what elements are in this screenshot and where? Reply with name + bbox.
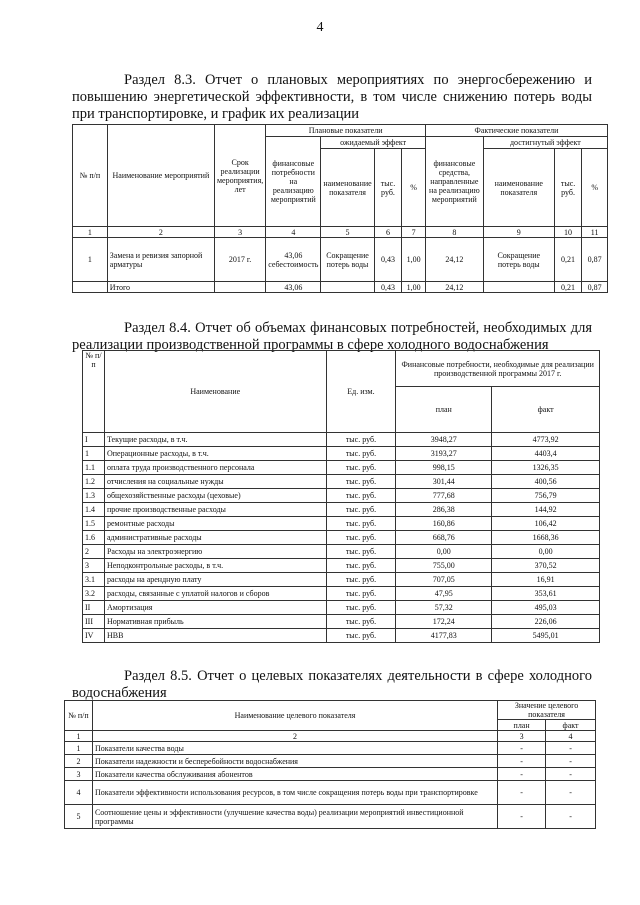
row-unit: тыс. руб.: [326, 601, 396, 615]
row-num: 3.1: [83, 573, 105, 587]
row-term: 2017 г.: [214, 238, 265, 282]
table-row: [83, 433, 600, 447]
total-fin-spent: 24,12: [425, 282, 483, 293]
th-num: № п/п: [83, 351, 105, 433]
colnum: 6: [374, 227, 402, 238]
row-num: 4: [65, 781, 93, 805]
row-fact: 0,00: [492, 545, 600, 559]
table-row: [65, 805, 596, 829]
row-unit: тыс. руб.: [326, 461, 396, 475]
row-unit: тыс. руб.: [326, 503, 396, 517]
row-fact: -: [546, 742, 596, 755]
th-name: Наименование целевого показателя: [92, 701, 497, 731]
row-plan: -: [498, 755, 546, 768]
row-plan: 4177,83: [396, 629, 492, 643]
row-num: 1.2: [83, 475, 105, 489]
row-plan: 998,15: [396, 461, 492, 475]
row-name: Амортизация: [104, 601, 326, 615]
colnum: 8: [425, 227, 483, 238]
th-exp-name: наименование показателя: [321, 149, 374, 227]
total-row: [73, 282, 608, 293]
total-fin: 43,06: [266, 282, 321, 293]
row-num: 1.4: [83, 503, 105, 517]
colnum: 4: [266, 227, 321, 238]
row-plan: 47,95: [396, 587, 492, 601]
row-fact: -: [546, 805, 596, 829]
row-plan: 286,38: [396, 503, 492, 517]
row-unit: тыс. руб.: [326, 447, 396, 461]
th-fact: факт: [546, 720, 596, 731]
row-unit: тыс. руб.: [326, 517, 396, 531]
table-row: [83, 573, 600, 587]
th-expected: ожидаемый эффект: [321, 137, 426, 149]
row-name: Показатели качества обслуживания абонентов: [92, 768, 497, 781]
row-num: 1: [83, 447, 105, 461]
row-unit: тыс. руб.: [326, 615, 396, 629]
row-num: 1.6: [83, 531, 105, 545]
th-plan: план: [498, 720, 546, 731]
th-ach-thous: тыс. руб.: [554, 149, 582, 227]
th-value: Значение целевого показателя: [498, 701, 596, 720]
total-empty: [214, 282, 265, 293]
row-num: 2: [65, 755, 93, 768]
colnum: 1: [73, 227, 108, 238]
th-num: № п/п: [73, 125, 108, 227]
table-row: [83, 587, 600, 601]
th-planned: Плановые показатели: [266, 125, 426, 137]
total-label: Итого: [107, 282, 214, 293]
target-indicators-table: [64, 700, 596, 829]
colnum: 2: [107, 227, 214, 238]
row-name: Операционные расходы, в т.ч.: [104, 447, 326, 461]
row-plan: -: [498, 781, 546, 805]
row-unit: тыс. руб.: [326, 433, 396, 447]
th-fin-spent: финансовые средства, направленные на реализацию мероприятий: [425, 137, 483, 227]
row-plan: 0,00: [396, 545, 492, 559]
row-name: общехозяйственные расходы (цеховые): [104, 489, 326, 503]
row-fact: 1326,35: [492, 461, 600, 475]
row-name: Показатели надежности и бесперебойности водоснабжения: [92, 755, 497, 768]
row-name: Текущие расходы, в т.ч.: [104, 433, 326, 447]
row-num: 1.5: [83, 517, 105, 531]
th-plan: план: [396, 387, 492, 433]
row-plan: -: [498, 768, 546, 781]
section-8-4-title: Раздел 8.4. Отчет об объемах финансовых потребностей, необходимых для реализации производственной программы в сфере холодного водоснабжения: [72, 320, 592, 353]
row-exp-name: Сокращение потерь воды: [321, 238, 374, 282]
th-name: Наименование мероприятий: [107, 125, 214, 227]
row-name: оплата труда производственного персонала: [104, 461, 326, 475]
row-fact: 400,56: [492, 475, 600, 489]
row-plan: 777,68: [396, 489, 492, 503]
th-term: Срок реализации мероприятия, лет: [214, 125, 265, 227]
row-unit: тыс. руб.: [326, 587, 396, 601]
table-row: [83, 461, 600, 475]
total-exp-thous: 0,43: [374, 282, 402, 293]
row-num: IV: [83, 629, 105, 643]
th-ach-name: наименование показателя: [483, 149, 554, 227]
row-plan: 57,32: [396, 601, 492, 615]
table-row: [83, 615, 600, 629]
row-fact: -: [546, 755, 596, 768]
colnum: 5: [321, 227, 374, 238]
th-achieved: достигнутый эффект: [483, 137, 607, 149]
row-num: 3: [83, 559, 105, 573]
table-row: [73, 238, 608, 282]
page-number: 4: [316, 20, 324, 35]
row-name: НВВ: [104, 629, 326, 643]
row-fact: 5495,01: [492, 629, 600, 643]
table-row: [65, 768, 596, 781]
row-unit: тыс. руб.: [326, 489, 396, 503]
table-row: [83, 447, 600, 461]
table-row: [83, 517, 600, 531]
table-row: [65, 781, 596, 805]
row-plan: 172,24: [396, 615, 492, 629]
row-fact: 4403,4: [492, 447, 600, 461]
colnum: 1: [65, 731, 93, 742]
th-exp-thous: тыс. руб.: [374, 149, 402, 227]
row-plan: 3948,27: [396, 433, 492, 447]
colnum: 2: [92, 731, 497, 742]
row-name: Показатели качества воды: [92, 742, 497, 755]
row-name: Показатели эффективности использования ресурсов, в том числе сокращения потерь воды при транспортировке: [92, 781, 497, 805]
row-fact: 106,42: [492, 517, 600, 531]
colnum: 3: [498, 731, 546, 742]
colnum: 9: [483, 227, 554, 238]
row-ach-pct: 0,87: [582, 238, 608, 282]
th-fact: факт: [492, 387, 600, 433]
table-row: [65, 742, 596, 755]
row-fact: -: [546, 768, 596, 781]
row-fact: 4773,92: [492, 433, 600, 447]
section-8-5-title: Раздел 8.5. Отчет о целевых показателях деятельности в сфере холодного водоснабжения: [72, 668, 592, 701]
row-ach-name: Сокращение потерь воды: [483, 238, 554, 282]
th-ach-pct: %: [582, 149, 608, 227]
row-exp-pct: 1,00: [402, 238, 426, 282]
row-plan: 160,86: [396, 517, 492, 531]
row-fact: 144,92: [492, 503, 600, 517]
row-name: Соотношение цены и эффективности (улучшение качества воды) реализации мероприятий инвестиционной программы: [92, 805, 497, 829]
table-row: [65, 755, 596, 768]
row-fact: 756,79: [492, 489, 600, 503]
table-row: [83, 531, 600, 545]
total-ach-pct: 0,87: [582, 282, 608, 293]
row-fact: -: [546, 781, 596, 805]
row-unit: тыс. руб.: [326, 573, 396, 587]
row-unit: тыс. руб.: [326, 559, 396, 573]
row-num: 1.3: [83, 489, 105, 503]
row-exp-thous: 0,43: [374, 238, 402, 282]
row-fact: 495,03: [492, 601, 600, 615]
row-fin-spent: 24,12: [425, 238, 483, 282]
total-empty: [73, 282, 108, 293]
row-fact: 226,06: [492, 615, 600, 629]
energy-measures-table: [72, 124, 608, 293]
row-name: Замена и ревизия запорной арматуры: [107, 238, 214, 282]
section-8-3-title: Раздел 8.3. Отчет о плановых мероприятиях по энергосбережению и повышению энергетической эффективности, в том числе снижению потерь воды при транспортировке, и график их реализации: [72, 72, 592, 122]
row-name: Нормативная прибыль: [104, 615, 326, 629]
row-plan: 3193,27: [396, 447, 492, 461]
row-num: 3: [65, 768, 93, 781]
row-fact: 370,52: [492, 559, 600, 573]
colnum: 4: [546, 731, 596, 742]
row-plan: 301,44: [396, 475, 492, 489]
colnum: 10: [554, 227, 582, 238]
row-num: I: [83, 433, 105, 447]
total-empty: [483, 282, 554, 293]
row-num: II: [83, 601, 105, 615]
table-row: [83, 559, 600, 573]
table-row: [83, 545, 600, 559]
row-name: ремонтные расходы: [104, 517, 326, 531]
row-name: административные расходы: [104, 531, 326, 545]
row-plan: 668,76: [396, 531, 492, 545]
row-unit: тыс. руб.: [326, 475, 396, 489]
table-row: [83, 503, 600, 517]
row-num: 3.2: [83, 587, 105, 601]
table-row: [83, 601, 600, 615]
total-exp-pct: 1,00: [402, 282, 426, 293]
row-num: III: [83, 615, 105, 629]
colnum: 7: [402, 227, 426, 238]
row-num: 1.1: [83, 461, 105, 475]
row-ach-thous: 0,21: [554, 238, 582, 282]
row-name: отчисления на социальные нужды: [104, 475, 326, 489]
colnum: 11: [582, 227, 608, 238]
row-num: 1: [73, 238, 108, 282]
row-fin: 43,06 себестоимость: [266, 238, 321, 282]
table-row: [83, 629, 600, 643]
row-fact: 1668,36: [492, 531, 600, 545]
colnum: 3: [214, 227, 265, 238]
th-unit: Ед. изм.: [326, 351, 396, 433]
financial-needs-table: [82, 350, 600, 643]
row-fact: 353,61: [492, 587, 600, 601]
row-name: Неподконтрольные расходы, в т.ч.: [104, 559, 326, 573]
th-exp-pct: %: [402, 149, 426, 227]
row-name: прочие производственные расходы: [104, 503, 326, 517]
row-num: 1: [65, 742, 93, 755]
row-unit: тыс. руб.: [326, 629, 396, 643]
row-name: Расходы на электроэнергию: [104, 545, 326, 559]
th-actual: Фактические показатели: [425, 125, 607, 137]
table-row: [83, 489, 600, 503]
table-row: [83, 475, 600, 489]
row-unit: тыс. руб.: [326, 545, 396, 559]
total-ach-thous: 0,21: [554, 282, 582, 293]
row-name: расходы на арендную плату: [104, 573, 326, 587]
row-plan: -: [498, 805, 546, 829]
row-plan: 755,00: [396, 559, 492, 573]
row-fact: 16,91: [492, 573, 600, 587]
th-num: № п/п: [65, 701, 93, 731]
row-unit: тыс. руб.: [326, 531, 396, 545]
th-name: Наименование: [104, 351, 326, 433]
total-empty: [321, 282, 374, 293]
row-name: расходы, связанные с уплатой налогов и сборов: [104, 587, 326, 601]
row-num: 2: [83, 545, 105, 559]
th-fin-need: финансовые потребности на реализацию мероприятий: [266, 137, 321, 227]
row-plan: 707,05: [396, 573, 492, 587]
row-plan: -: [498, 742, 546, 755]
th-fin: Финансовые потребности, необходимые для реализации производственной программы 2017 г.: [396, 351, 600, 387]
row-num: 5: [65, 805, 93, 829]
